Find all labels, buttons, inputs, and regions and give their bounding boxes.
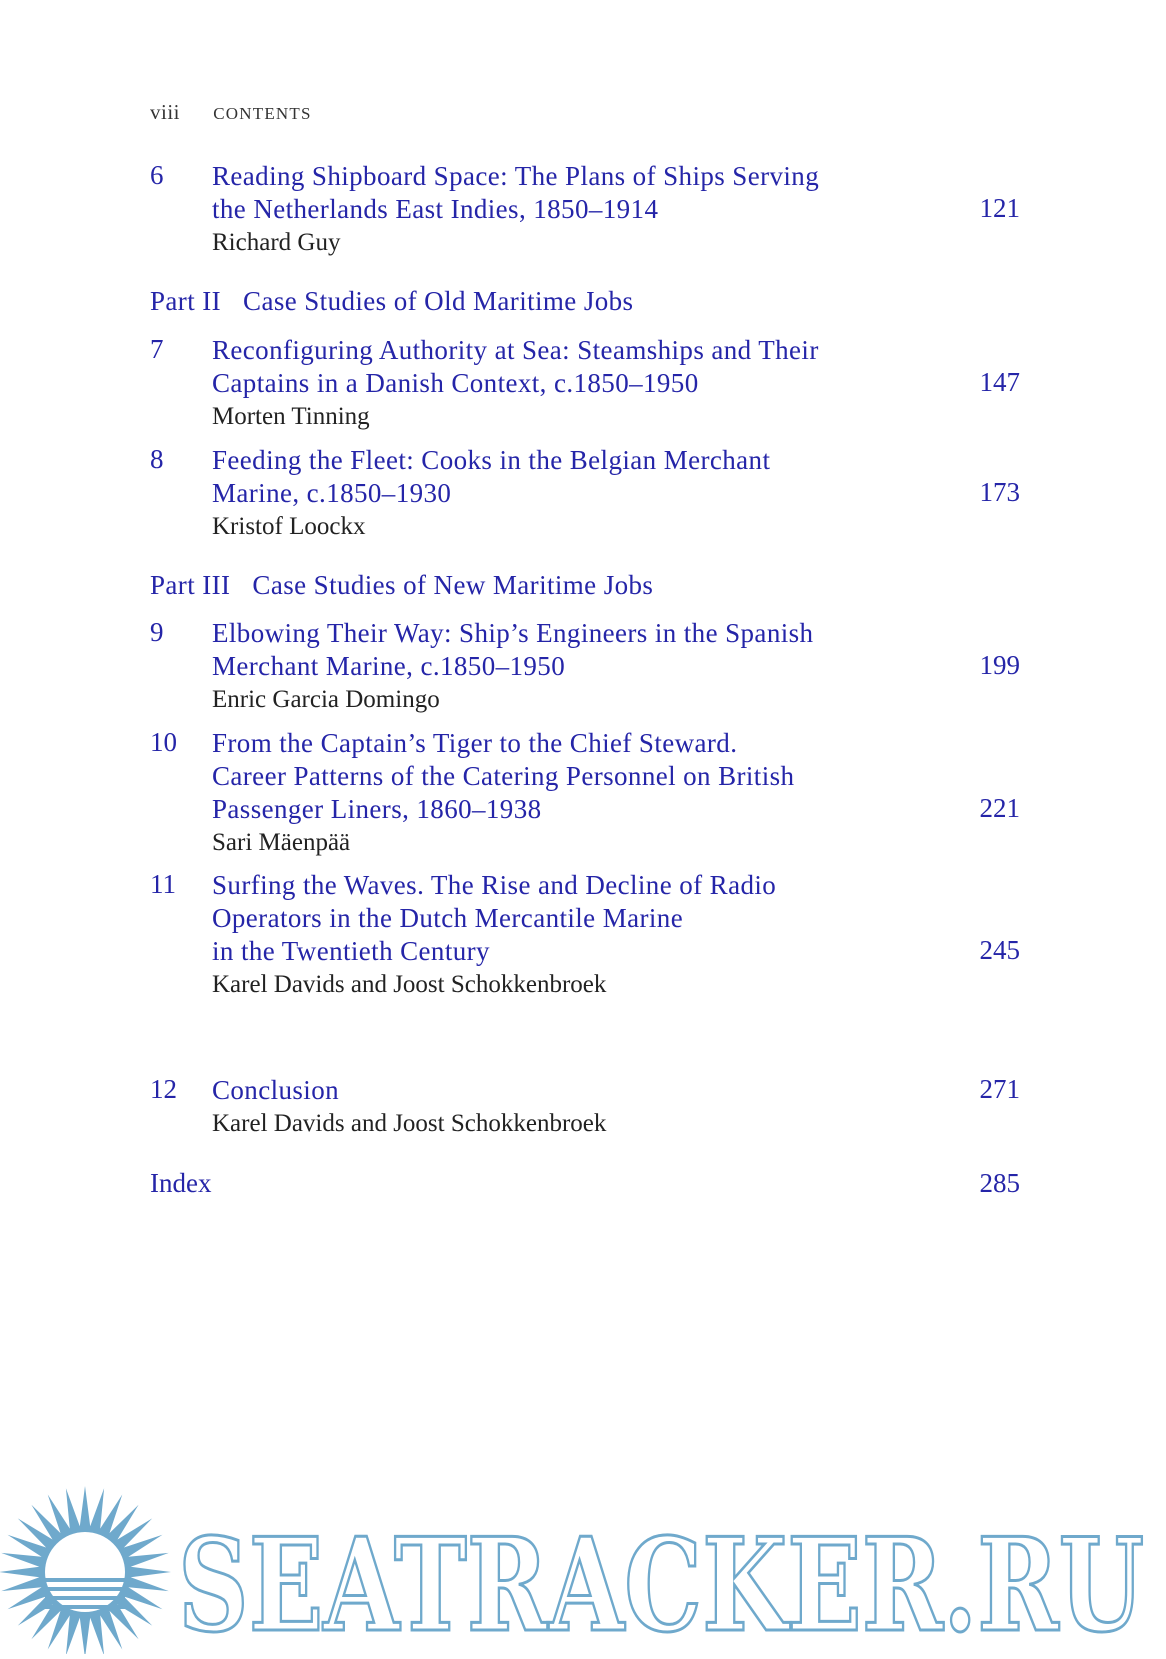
part-heading-ii[interactable] <box>150 286 633 317</box>
chapter-number: 10 <box>150 727 177 757</box>
part-label: Part III <box>150 570 231 600</box>
chapter-author: Karel Davids and Joost Schokkenbroek <box>212 971 607 998</box>
running-head: CONTENTS <box>213 104 312 123</box>
part-label: Part II <box>150 286 222 316</box>
index-page-number[interactable]: 285 <box>979 1168 1020 1198</box>
part-title: Case Studies of Old Maritime Jobs <box>243 286 634 316</box>
chapter-page-number[interactable]: 245 <box>979 935 1020 965</box>
chapter-page-number[interactable]: 147 <box>979 367 1020 397</box>
chapter-title-line: Marine, c.1850–1930 <box>212 478 452 508</box>
toc-entry-chapter-6[interactable] <box>150 160 1020 259</box>
chapter-title-line: Merchant Marine, c.1850–1950 <box>212 651 566 681</box>
toc-entry-chapter-8[interactable] <box>150 444 1020 543</box>
sun-wave-band <box>45 1605 125 1609</box>
chapter-page-number[interactable]: 221 <box>979 793 1020 823</box>
chapter-number: 11 <box>150 869 176 899</box>
toc-entry-chapter-7[interactable] <box>150 334 1020 433</box>
toc-entry-chapter-12[interactable] <box>150 1074 1020 1140</box>
index-label: Index <box>150 1168 212 1198</box>
chapter-number: 12 <box>150 1074 177 1104</box>
toc-entry-chapter-9[interactable] <box>150 617 1020 716</box>
chapter-author: Richard Guy <box>212 229 341 256</box>
chapter-title-line: From the Captain’s Tiger to the Chief Steward. <box>212 728 738 758</box>
chapter-title-line: in the Twentieth Century <box>212 936 490 966</box>
chapter-title-line: Captains in a Danish Context, c.1850–1950 <box>212 368 699 398</box>
chapter-title-line: Reconfiguring Authority at Sea: Steamships and Their <box>212 335 819 365</box>
chapter-title-line: Conclusion <box>212 1075 340 1105</box>
watermark <box>0 1480 1166 1654</box>
watermark-graphic <box>0 1480 1166 1654</box>
part-title: Case Studies of New Maritime Jobs <box>252 570 654 600</box>
chapter-number: 6 <box>150 160 164 190</box>
chapter-page-number[interactable]: 199 <box>979 650 1020 680</box>
chapter-title[interactable] <box>212 1074 932 1107</box>
chapter-title-line: Passenger Liners, 1860–1938 <box>212 794 542 824</box>
chapter-author: Enric Garcia Domingo <box>212 686 440 713</box>
chapter-title[interactable] <box>212 617 932 683</box>
chapter-title[interactable] <box>212 334 932 400</box>
chapter-author: Morten Tinning <box>212 403 370 430</box>
chapter-title-line: Reading Shipboard Space: The Plans of Ships Serving <box>212 161 820 191</box>
chapter-author: Sari Mäenpää <box>212 829 351 856</box>
chapter-title[interactable] <box>212 444 932 510</box>
chapter-page-number[interactable]: 271 <box>979 1074 1020 1104</box>
chapter-number: 7 <box>150 334 164 364</box>
toc-entry-index[interactable] <box>150 1168 1020 1199</box>
watermark-text: SEATRACKER.RU <box>178 1511 1144 1654</box>
chapter-title[interactable] <box>212 727 932 826</box>
chapter-title-line: Career Patterns of the Catering Personnel on British <box>212 761 795 791</box>
chapter-number: 9 <box>150 617 164 647</box>
chapter-page-number[interactable]: 173 <box>979 477 1020 507</box>
sun-wave-band <box>45 1596 125 1600</box>
chapter-title[interactable] <box>212 869 932 968</box>
chapter-title-line: Operators in the Dutch Mercantile Marine <box>212 903 684 933</box>
toc-entry-chapter-11[interactable] <box>150 869 1020 1001</box>
chapter-title-line: Surfing the Waves. The Rise and Decline of Radio <box>212 870 777 900</box>
chapter-number: 8 <box>150 444 164 474</box>
part-heading-iii[interactable] <box>150 570 653 601</box>
chapter-author: Karel Davids and Joost Schokkenbroek <box>212 1110 607 1137</box>
chapter-title-line: Feeding the Fleet: Cooks in the Belgian Merchant <box>212 445 771 475</box>
chapter-title-line: Elbowing Their Way: Ship’s Engineers in the Spanish <box>212 618 814 648</box>
sun-wave-band <box>45 1587 125 1591</box>
sun-wave-band <box>45 1578 125 1582</box>
sun-icon <box>0 1486 171 1654</box>
toc-entry-chapter-10[interactable] <box>150 727 1020 859</box>
page-header <box>150 100 312 125</box>
page-number: viii <box>150 100 181 124</box>
chapter-title-line: the Netherlands East Indies, 1850–1914 <box>212 194 659 224</box>
chapter-title[interactable] <box>212 160 932 226</box>
chapter-page-number[interactable]: 121 <box>979 193 1020 223</box>
chapter-author: Kristof Loockx <box>212 513 366 540</box>
